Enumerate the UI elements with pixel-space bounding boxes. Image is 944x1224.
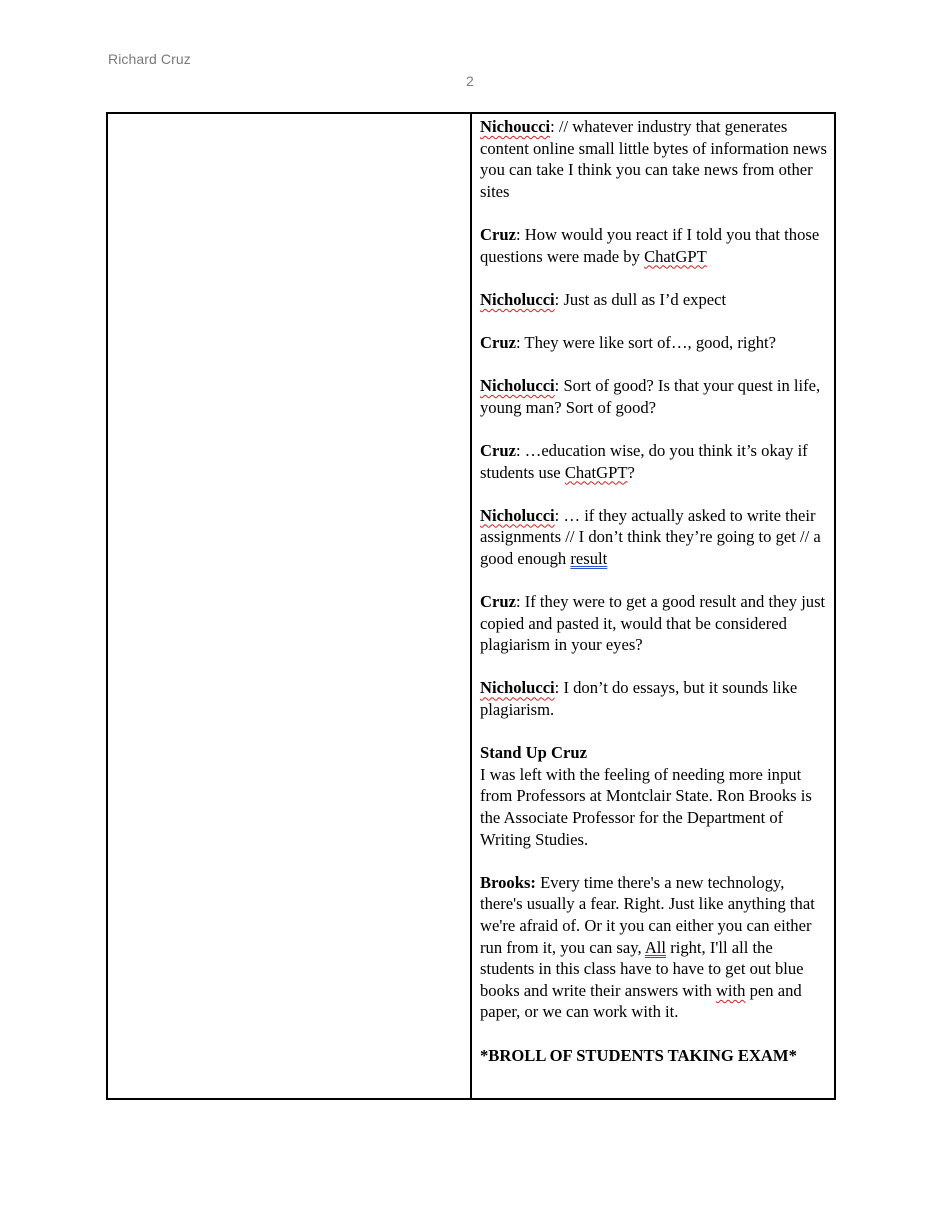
speaker-name: Nichoucci: [480, 117, 551, 136]
grammar-flag-word: result: [570, 548, 608, 568]
spelling-flag-word: ChatGPT: [644, 246, 707, 266]
dialogue-block: [480, 224, 828, 267]
dialogue-text: They were like sort of…, good, right?: [520, 332, 777, 352]
dialogue-text: Every time there's a new technology, there's usually a fear. Right. Just like anything that we're afraid of. Or it you can either you can either run from it, you can say,: [480, 872, 815, 957]
speaker-name: Nicholucci: [480, 678, 555, 698]
dialogue-block: [480, 375, 828, 418]
dialogue-block: [480, 591, 828, 656]
dialogue-text: right, I'll all the students in this class have to have to get out blue books and write their answers with: [480, 937, 804, 1000]
dialogue-block: [480, 505, 828, 570]
broll-heading: *BROLL OF STUDENTS TAKING EXAM*: [480, 1045, 797, 1065]
dialogue-text: ?: [627, 462, 635, 482]
speaker-separator: :: [515, 332, 521, 352]
dialogue-block: [480, 289, 828, 311]
speaker-name: Cruz: [480, 592, 516, 612]
speaker-name: Cruz: [480, 224, 516, 244]
speaker-name: Cruz: [480, 440, 516, 460]
speaker-separator: :: [554, 376, 560, 396]
speaker-separator: :: [515, 440, 521, 460]
speaker-separator: :: [554, 505, 560, 525]
page-number: 2: [466, 73, 474, 89]
video-column: [108, 114, 472, 1098]
spelling-flag-word: with: [715, 980, 746, 1000]
dialogue-block: [480, 677, 828, 720]
audio-column: [472, 114, 834, 1098]
dialogue-block: [480, 440, 828, 483]
speaker-separator: :: [554, 678, 560, 698]
broll-block: [480, 1045, 828, 1067]
speaker-separator: :: [550, 117, 555, 136]
dialogue-text: Just as dull as I’d expect: [559, 289, 727, 309]
dialogue-block: [480, 116, 828, 202]
section-heading: Stand Up Cruz: [480, 743, 587, 763]
speaker-name: Nicholucci: [480, 505, 555, 525]
header-author: Richard Cruz: [108, 51, 191, 67]
spelling-flag-word: ChatGPT: [564, 462, 628, 482]
grammar-flag-word: All: [644, 937, 667, 957]
dialogue-text: // whatever industry that generates content online small little bytes of information news you can take I think you can take news from other sites: [480, 117, 828, 201]
standup-block: [480, 742, 828, 850]
dialogue-text: … if they actually asked to write their assignments // I don’t think they’re going to get // a good enough: [480, 505, 821, 568]
speaker-separator: :: [515, 224, 521, 244]
script-table: [106, 112, 836, 1100]
narration-text: I was left with the feeling of needing more input from Professors at Montclair State. Ron Brooks is the Associate Professor for the Department of Writing Studies.: [480, 764, 812, 849]
dialogue-text: pen and paper, or we can work with it.: [480, 980, 802, 1022]
dialogue-text: How would you react if I told you that those questions were made by: [480, 224, 820, 266]
speaker-name: Brooks:: [480, 872, 536, 892]
dialogue-text: I don’t do essays, but it sounds like plagiarism.: [480, 678, 798, 720]
dialogue-text: If they were to get a good result and they just copied and pasted it, would that be considered plagiarism in your eyes?: [480, 592, 826, 655]
dialogue-block: [480, 872, 828, 1023]
dialogue-text: …education wise, do you think it’s okay if students use: [480, 440, 808, 482]
speaker-separator: :: [515, 592, 521, 612]
dialogue-text: Sort of good? Is that your quest in life, young man? Sort of good?: [480, 376, 821, 417]
dialogue-block: [480, 332, 828, 354]
speaker-separator: :: [554, 289, 560, 309]
speaker-name: Nicholucci: [480, 289, 555, 309]
speaker-name: Cruz: [480, 332, 516, 352]
speaker-name: Nicholucci: [480, 376, 555, 396]
